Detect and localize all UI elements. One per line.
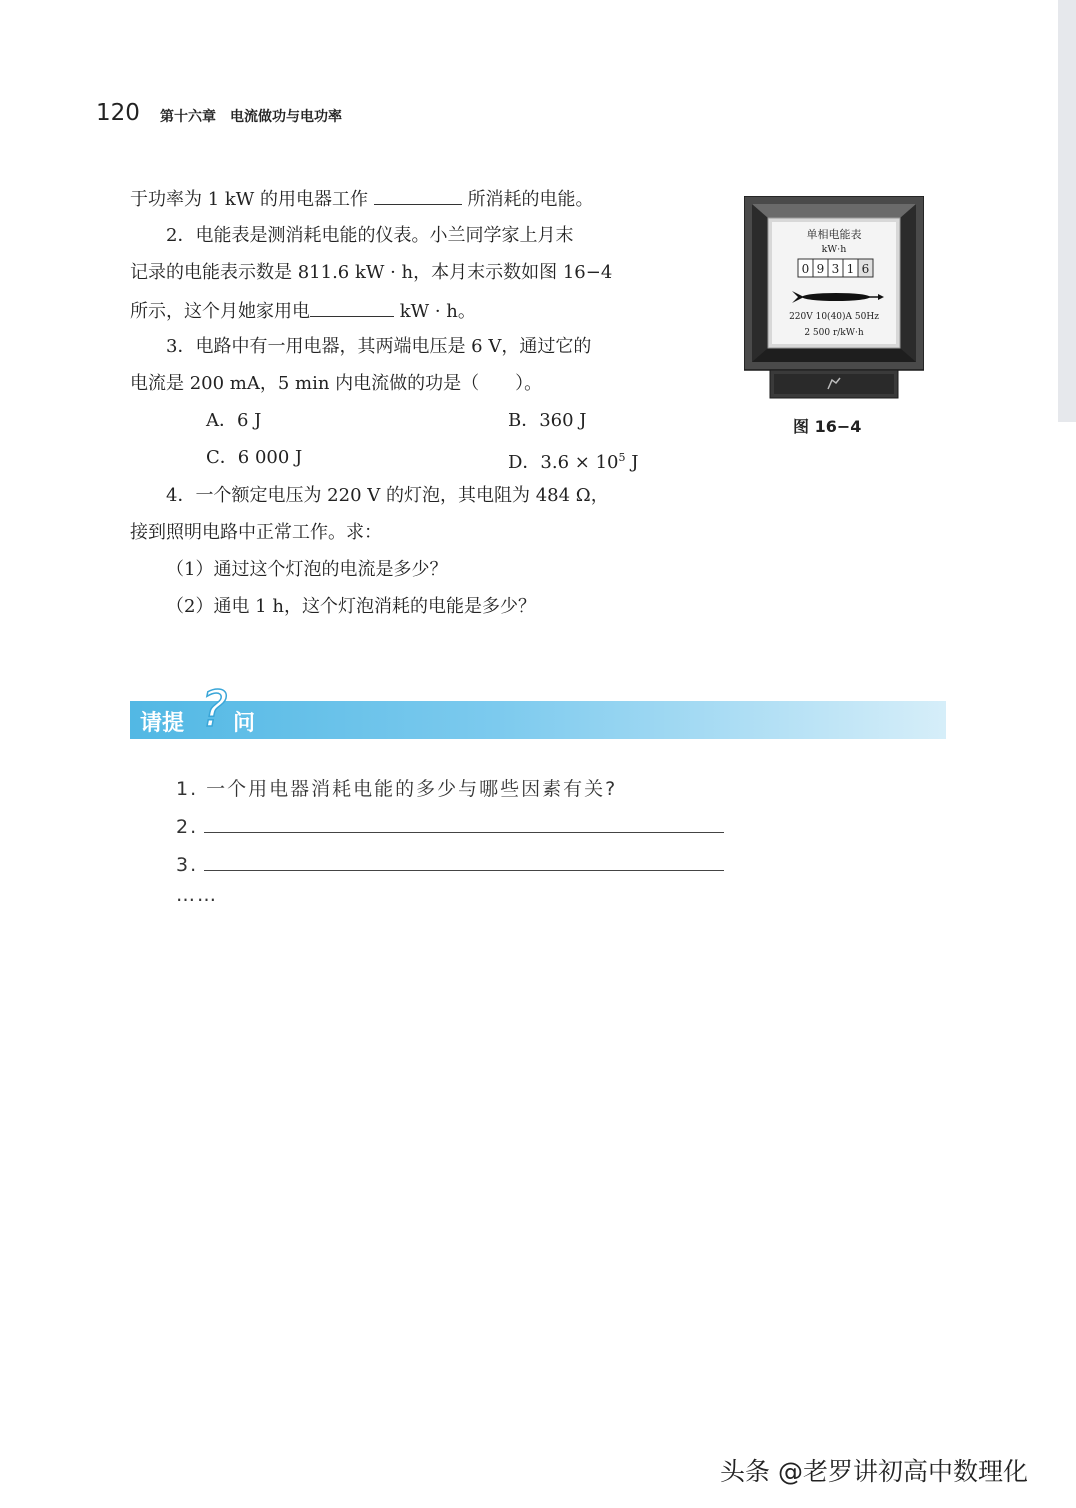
option-d: D．$3.6 \times 10^5$ J	[508, 451, 639, 473]
answer-blank	[374, 186, 462, 205]
meter-title: 单相电能表	[806, 228, 862, 241]
question-mark-icon	[192, 680, 238, 746]
ask-item-3: 3.	[176, 850, 724, 876]
question-2: 2．电能表是测消耗电能的仪表。小兰同学家上月末	[166, 225, 574, 246]
meter-digit: 9	[816, 262, 825, 276]
sub-question-1: （1）通过这个灯泡的电流是多少？	[166, 559, 448, 580]
option-c: C．6 000 J	[206, 447, 303, 468]
text-line: 于功率为 1 kW 的用电器工作 所消耗的电能。	[130, 186, 593, 212]
question-3: 3．电路中有一用电器，其两端电压是 6 V，通过它的	[166, 336, 592, 357]
chapter-title: 第十六章 电流做功与电功率	[160, 109, 342, 125]
page-edge-tab	[1058, 0, 1076, 422]
ask-item-2: 2.	[176, 812, 724, 838]
answer-blank	[310, 298, 394, 317]
text-line: 电流是 200 mA，5 min 内电流做的功是（ ）。	[130, 373, 543, 394]
ask-more-ellipsis: ……	[176, 884, 218, 906]
svg-text:?: ?	[200, 680, 228, 738]
sub-question-2: （2）通电 1 h，这个灯泡消耗的电能是多少？	[166, 596, 536, 617]
meter-digit-display	[798, 259, 873, 277]
figure-caption: 图 16−4	[793, 417, 862, 436]
meter-digit: 6	[861, 262, 870, 276]
watermark: 头条 @老罗讲初高中数理化	[720, 1457, 1028, 1486]
write-line	[204, 812, 724, 833]
page-number: 120	[96, 100, 140, 126]
option-b: B．360 J	[508, 410, 587, 431]
ask-item-1: 1. 一个用电器消耗电能的多少与哪些因素有关?	[176, 778, 618, 800]
meter-spec-rating: 220V 10(40)A 50Hz	[789, 312, 879, 322]
meter-digit: 0	[801, 262, 810, 276]
write-line	[204, 850, 724, 871]
text-line: 记录的电能表示数是 811.6 kW · h，本月末示数如图 16−4	[130, 262, 613, 283]
meter-unit: kW·h	[821, 244, 847, 255]
meter-spec-revolutions: 2 500 r/kW·h	[804, 328, 864, 338]
electric-meter-figure	[744, 196, 924, 400]
option-a: A．6 J	[206, 410, 262, 431]
text-line: 接到照明电路中正常工作。求：	[130, 522, 382, 543]
text-line: 所示，这个月她家用电 kW · h。	[130, 298, 476, 324]
question-4: 4．一个额定电压为 220 V 的灯泡，其电阻为 484 Ω，	[166, 485, 609, 506]
banner-title-part2: 问	[233, 711, 256, 736]
banner-title-part1: 请提	[140, 711, 185, 736]
meter-digit: 3	[831, 262, 840, 276]
meter-digit: 1	[846, 262, 855, 276]
